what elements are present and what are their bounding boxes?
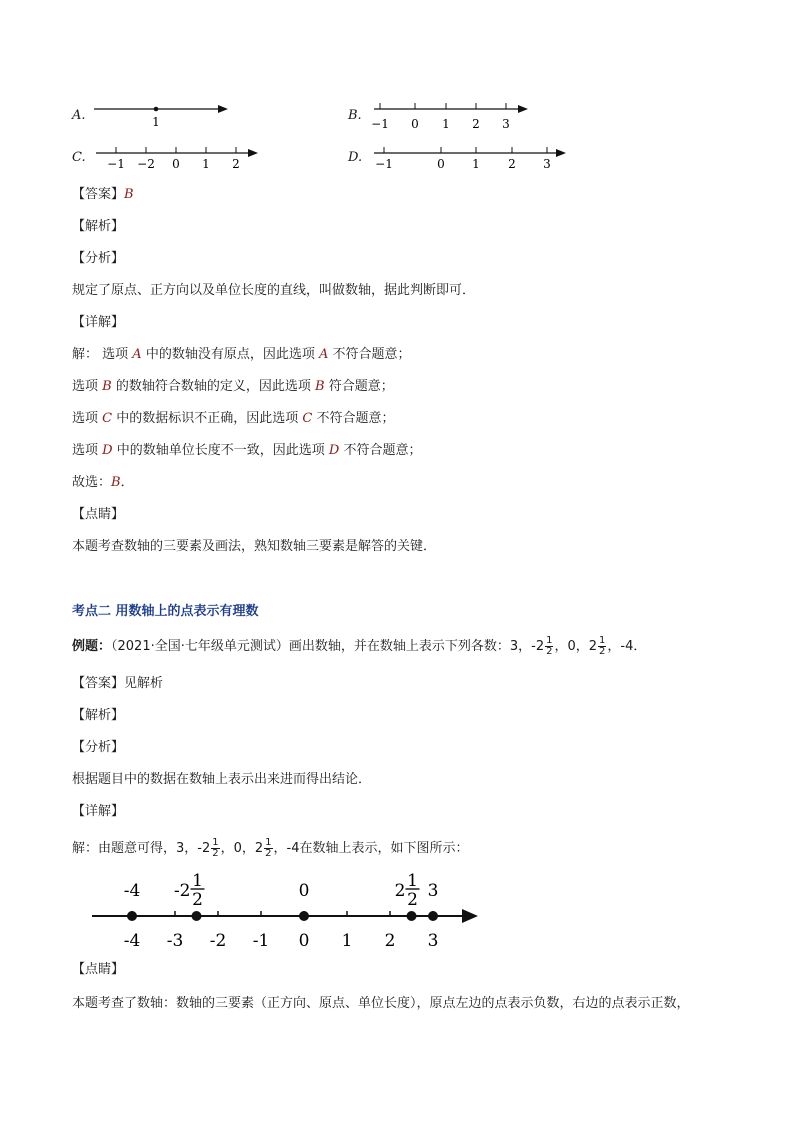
option-d-axis [370,143,575,175]
answer-tag: 【答案】 [72,187,125,202]
answer-line-2: 【答案】见解析 [72,676,164,691]
option-c-tick: −1 [107,157,125,171]
axis-tick-label: 3 [427,931,439,951]
choose-line: 故选：B． [72,475,134,490]
option-d-tick: 2 [508,157,516,171]
point-label: 3 [427,881,439,901]
option-d-label: D. [348,150,363,165]
number-line-figure [80,868,500,954]
option-d-tick: 0 [437,157,445,171]
detail-line-solution: 解：由题意可得，3，-2 $\frac{1}{2}$ ，0，2 $\frac{1}{2}$ ，-4在数轴上表示，如下图所示： [72,837,469,859]
analysis-tag-2: 【解析】 [72,708,125,723]
option-a-axis [92,100,242,134]
example-line: 例题：（2021·全国·七年级单元测试）画出数轴，并在数轴上表示下列各数：3，-2 $\frac{1}{2}$ ，0，2 $\frac{1}{2}$ ，-4． [72,635,647,657]
option-a-tick-label: 1 [152,115,160,129]
point-label: -4 [123,881,141,901]
point-label-whole: 2 [394,881,406,901]
example-tag: 例题： [72,639,112,654]
axis-tick-label: 0 [298,931,310,951]
point-label-denominator: 2 [407,890,418,910]
plotted-point [428,911,438,921]
answer-line [72,185,134,205]
point-label: 0 [298,881,310,901]
detail-tag-2: 【详解】 [72,804,125,819]
point-label-numerator: 1 [192,871,203,891]
point-label-whole: -2 [173,881,191,901]
detail-line-4: 选项 D 中的数轴单位长度不一致，因此选项 D 不符合题意； [72,443,422,458]
option-d-tick: 1 [472,157,480,171]
section-title: 考点二 用数轴上的点表示有理数 [72,604,259,619]
detail-line-1: 解： 选项 A 中的数轴没有原点，因此选项 A 不符合题意； [72,347,411,362]
option-c-tick: 2 [232,157,240,171]
fenxi-text: 规定了原点、正方向以及单位长度的直线，叫做数轴，据此判断即可． [72,283,476,298]
option-c-tick: 1 [202,157,210,171]
fenxi-tag: 【分析】 [72,251,125,266]
fraction: $\frac{1}{2}$ [546,635,553,657]
option-c-axis [92,143,267,175]
point-label-numerator: 1 [407,871,418,891]
axis-tick-label: 2 [384,931,396,951]
comment-text: 本题考查数轴的三要素及画法，熟知数轴三要素是解答的关键． [72,539,437,554]
analysis-tag: 【解析】 [72,219,125,234]
option-d-tick: −1 [375,157,393,171]
option-c-tick: −2 [137,157,155,171]
option-b-tick: 0 [411,117,419,131]
option-c-tick: 0 [172,157,180,171]
plotted-point [127,911,137,921]
option-a-label: A. [72,108,86,123]
axis-tick-label: 1 [341,931,353,951]
option-b-tick: 2 [472,117,480,131]
fenxi-tag-2: 【分析】 [72,740,125,755]
comment-text-2: 本题考查了数轴：数轴的三要素（正方向、原点、单位长度），原点左边的点表示负数，右边的点表示正数， [72,996,690,1011]
fraction: $\frac{1}{2}$ [265,837,272,859]
fenxi-text-2: 根据题目中的数据在数轴上表示出来进而得出结论． [72,772,372,787]
option-d-tick: 3 [543,157,551,171]
plotted-point [299,911,309,921]
option-b-tick: 1 [442,117,450,131]
comment-tag: 【点睛】 [72,507,125,522]
axis-tick-label: -3 [166,931,184,951]
detail-line-3: 选项 C 中的数据标识不正确，因此选项 C 不符合题意； [72,411,395,426]
detail-line-2: 选项 B 的数轴符合数轴的定义，因此选项 B 符合题意； [72,379,394,394]
option-b-axis [370,100,540,134]
axis-tick-label: -2 [209,931,227,951]
axis-tick-label: -1 [252,931,270,951]
point-label-denominator: 2 [192,890,203,910]
answer-value: B [124,187,134,202]
option-c-label: C. [72,150,86,165]
comment-tag-2: 【点睛】 [72,962,125,977]
option-b-label: B. [348,108,362,123]
option-b-tick: 3 [502,117,510,131]
axis-tick-label: -4 [123,931,141,951]
detail-tag: 【详解】 [72,315,125,330]
option-b-tick: −1 [371,117,389,131]
plotted-point [407,911,417,921]
fraction: $\frac{1}{2}$ [599,635,606,657]
fraction: $\frac{1}{2}$ [212,837,219,859]
plotted-point [192,911,202,921]
